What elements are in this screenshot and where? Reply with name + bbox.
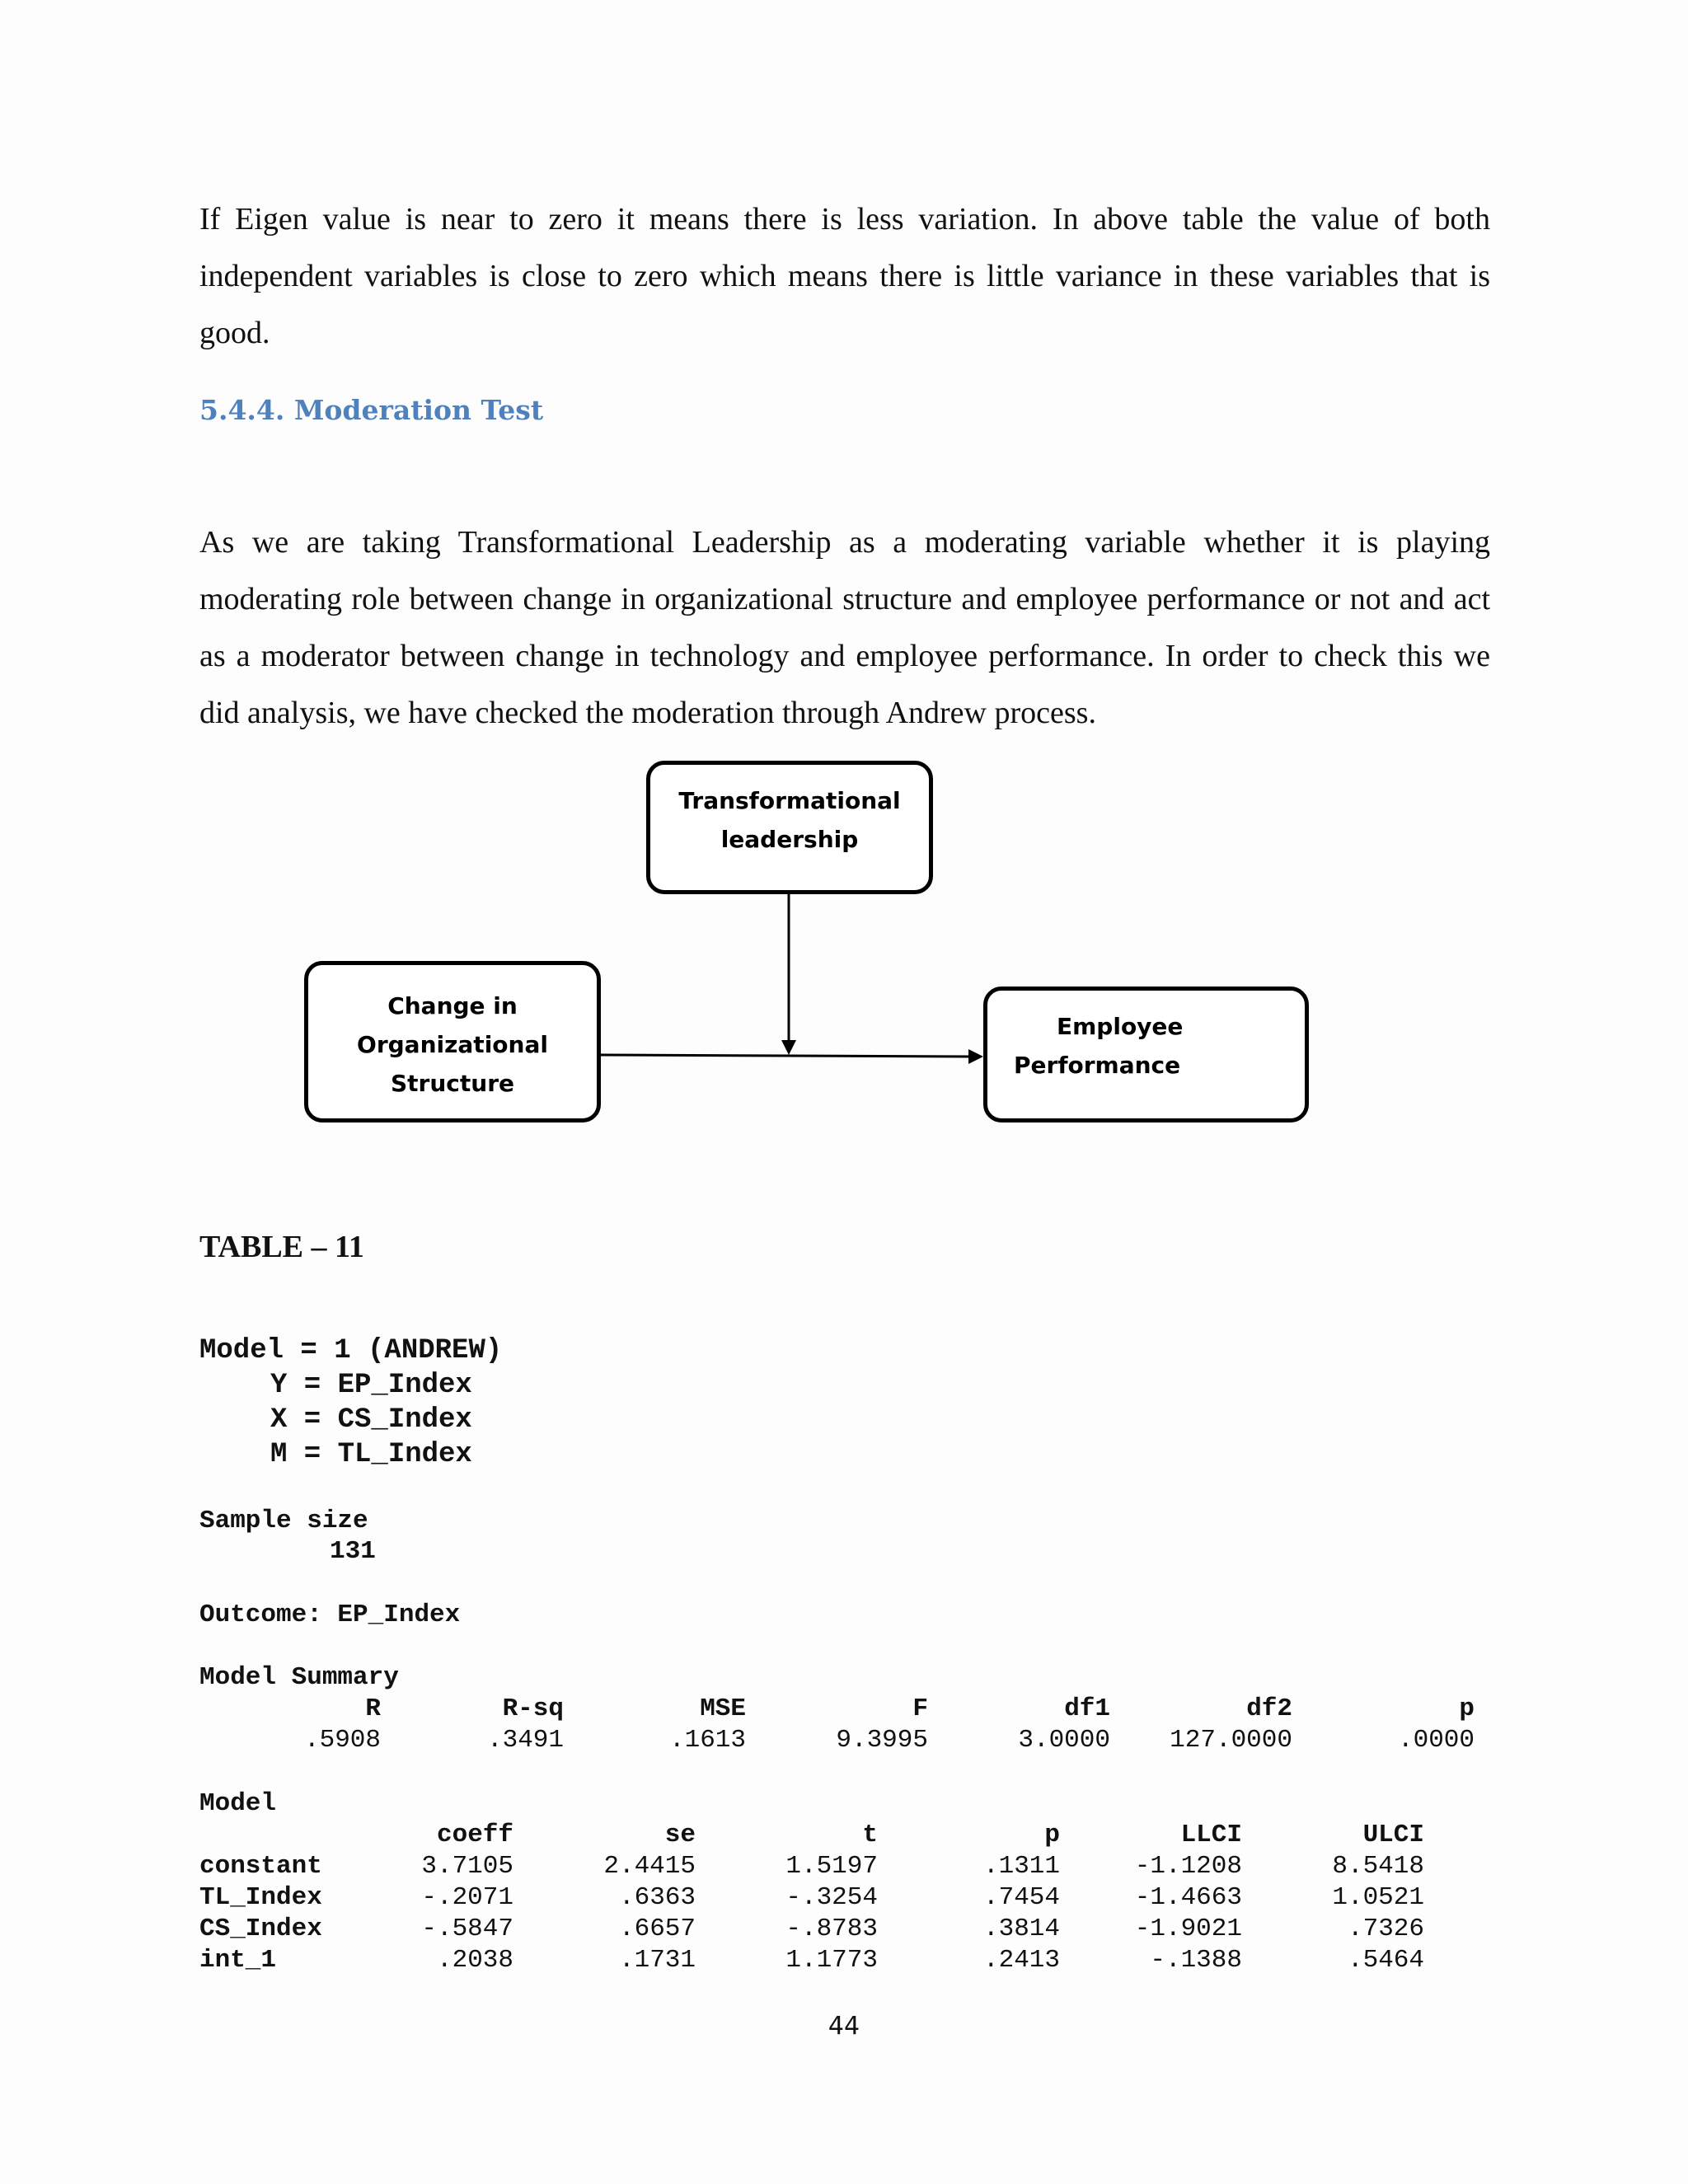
dependent-label-line-1: Employee [1057, 1013, 1184, 1040]
table-cell: .1731 [618, 1946, 696, 1975]
table-cell: -1.9021 [1134, 1915, 1242, 1943]
model-table-label: Model [199, 1789, 277, 1818]
table-title: TABLE – 11 [199, 1230, 364, 1264]
summary-value-mse: .1613 [668, 1726, 746, 1755]
table-cell: .2413 [982, 1946, 1060, 1975]
coef-header-llci: LLCI [1180, 1821, 1242, 1849]
coef-header-ulci: ULCI [1362, 1821, 1424, 1849]
table-cell: 1.1773 [785, 1946, 878, 1975]
table-cell: 2.4415 [603, 1852, 696, 1881]
table-cell: 1.0521 [1332, 1883, 1424, 1912]
coef-header-p: p [1044, 1821, 1060, 1849]
table-cell: 3.7105 [421, 1852, 513, 1881]
summary-header-df2: df2 [1246, 1694, 1292, 1723]
table-cell: -.8783 [785, 1915, 878, 1943]
summary-value-df2: 127.0000 [1170, 1726, 1292, 1755]
model-line: Model = 1 (ANDREW) [199, 1335, 503, 1366]
model-summary-label: Model Summary [199, 1663, 399, 1692]
table-cell: -1.4663 [1134, 1883, 1242, 1912]
section-heading: 5.4.4. Moderation Test [199, 394, 544, 426]
table-row-label: int_1 [199, 1946, 277, 1975]
moderator-label-line-1: Transformational [678, 787, 901, 814]
table-cell: -.5847 [421, 1915, 513, 1943]
summary-header-mse: MSE [700, 1694, 746, 1723]
summary-value-f: 9.3995 [836, 1726, 928, 1755]
independent-label-line-1: Change in [387, 992, 518, 1019]
page-number: 44 [828, 2012, 860, 2041]
table-cell: .6657 [618, 1915, 696, 1943]
summary-value-p: .0000 [1397, 1726, 1475, 1755]
eigen-paragraph: If Eigen value is near to zero it means there is less variation. In above table the value of both independent variables is close to zero which means there is little variance in these variables that is good. [199, 202, 1490, 350]
table-row-label: constant [199, 1852, 322, 1881]
table-cell: .3814 [982, 1915, 1060, 1943]
outcome-line: Outcome: EP_Index [199, 1601, 461, 1629]
summary-header-f: F [912, 1694, 928, 1723]
coef-header-coeff: coeff [436, 1821, 513, 1849]
sample-size-label: Sample size [199, 1507, 368, 1535]
moderation-paragraph: As we are taking Transformational Leadership as a moderating variable whether it is playing moderating role between change in organizational structure and employee performance or not and act as a moderator between change in technology and employee performance. In order to check this we did analysis, we have checked the moderation through Andrew process. [199, 525, 1490, 730]
moderator-box [646, 761, 933, 894]
table-cell: 8.5418 [1332, 1852, 1424, 1881]
moderator-label-line-2: leadership [720, 826, 859, 853]
model-y-line: Y = EP_Index [270, 1370, 472, 1401]
model-x-line: X = CS_Index [270, 1404, 472, 1436]
summary-header-df1: df1 [1064, 1694, 1110, 1723]
summary-value-rsq: .3491 [486, 1726, 564, 1755]
table-cell: -.1388 [1150, 1946, 1242, 1975]
independent-label-line-2: Organizational [357, 1031, 548, 1058]
table-cell: .1311 [982, 1852, 1060, 1881]
table-cell: .7454 [982, 1883, 1060, 1912]
table-row-label: CS_Index [199, 1915, 322, 1943]
dependent-variable-box [983, 987, 1309, 1122]
table-cell: -.3254 [785, 1883, 878, 1912]
main-path-arrowhead [968, 1049, 983, 1064]
summary-header-r: R [365, 1694, 381, 1723]
summary-header-p: p [1459, 1694, 1475, 1723]
table-cell: -.2071 [421, 1883, 513, 1912]
summary-value-r: .5908 [303, 1726, 381, 1755]
table-cell: -1.1208 [1134, 1852, 1242, 1881]
summary-value-df1: 3.0000 [1018, 1726, 1110, 1755]
table-cell: .6363 [618, 1883, 696, 1912]
independent-variable-box [304, 961, 601, 1122]
main-path-arrow [601, 1055, 968, 1057]
moderator-arrowhead [781, 1040, 796, 1055]
table-cell: .2038 [436, 1946, 513, 1975]
table-cell: .5464 [1347, 1946, 1424, 1975]
table-cell: 1.5197 [785, 1852, 878, 1881]
table-row-label: TL_Index [199, 1883, 322, 1912]
model-m-line: M = TL_Index [270, 1439, 472, 1470]
coef-header-se: se [664, 1821, 696, 1849]
independent-label-line-3: Structure [390, 1070, 514, 1097]
coef-header-t: t [862, 1821, 878, 1849]
table-cell: .7326 [1347, 1915, 1424, 1943]
dependent-label-line-2: Performance [1014, 1052, 1181, 1079]
sample-size-value: 131 [330, 1537, 376, 1566]
summary-header-rsq: R-sq [502, 1694, 564, 1723]
